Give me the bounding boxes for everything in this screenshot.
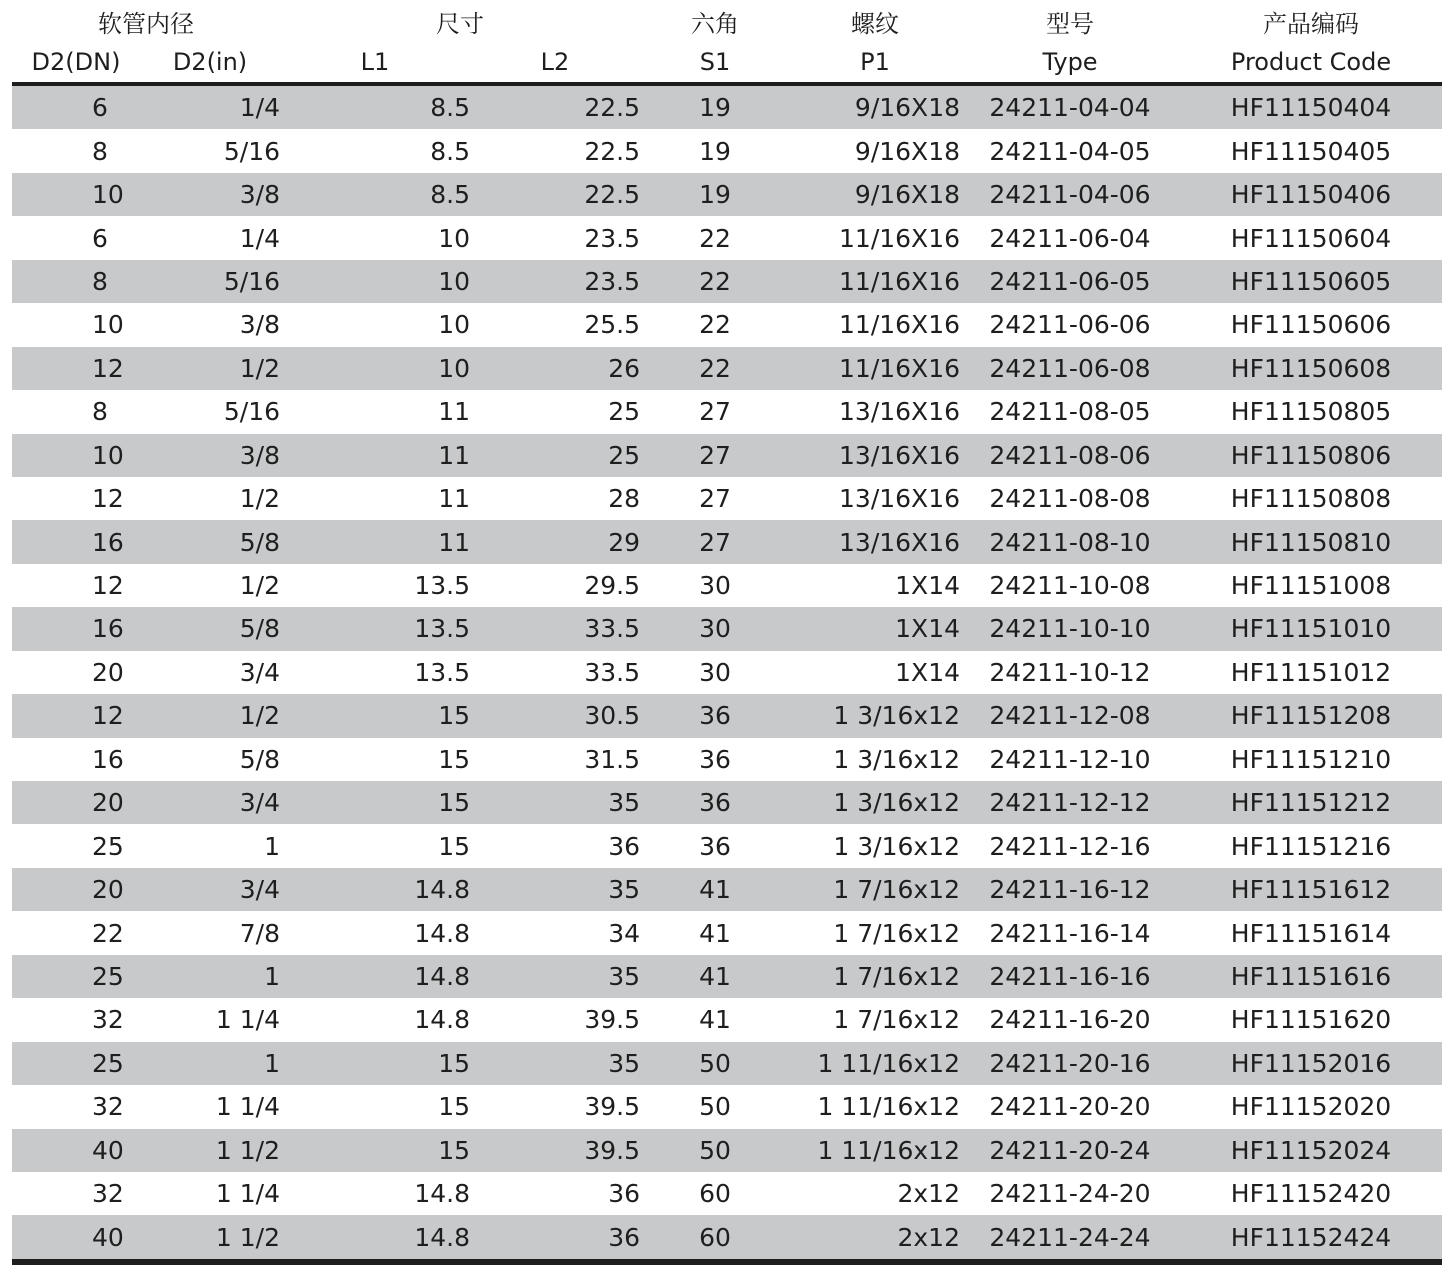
cell-code: HF11150404 bbox=[1180, 84, 1442, 129]
cell-code: HF11151612 bbox=[1180, 868, 1442, 911]
cell-type: 24211-06-04 bbox=[989, 223, 1151, 253]
cell-p1: 1X14 bbox=[790, 607, 960, 650]
cell-l2: 25.5 bbox=[584, 310, 640, 340]
table-row bbox=[12, 564, 1442, 607]
cell-dn: 12 bbox=[12, 347, 140, 390]
cell-type: 24211-16-16 bbox=[960, 955, 1180, 998]
cell-code: HF11150608 bbox=[1180, 347, 1442, 390]
cell-l2: 25 bbox=[470, 434, 640, 477]
col-dn-header: D2(DN) bbox=[12, 42, 140, 84]
cell-l1: 11 bbox=[280, 434, 470, 477]
cell-s1: 50 bbox=[640, 1129, 790, 1172]
cell-dn: 6 bbox=[92, 223, 108, 253]
cell-s1: 19 bbox=[640, 173, 790, 216]
cell-code: HF11151620 bbox=[1230, 1005, 1392, 1035]
cell-l1: 15 bbox=[280, 1042, 470, 1085]
cell-l1: 14.8 bbox=[280, 868, 470, 911]
cell-code: HF11150606 bbox=[1230, 310, 1392, 340]
cell-din: 3/4 bbox=[239, 657, 280, 687]
cell-l2: 34 bbox=[608, 918, 640, 948]
cell-code: HF11151614 bbox=[1230, 918, 1392, 948]
table-row bbox=[12, 173, 1442, 216]
cell-din: 5/16 bbox=[223, 397, 280, 427]
cell-dn: 8 bbox=[12, 260, 140, 303]
cell-l2: 35 bbox=[470, 868, 640, 911]
cell-type: 24211-06-08 bbox=[960, 347, 1180, 390]
cell-s1: 41 bbox=[640, 955, 790, 998]
cell-type: 24211-04-04 bbox=[960, 84, 1180, 129]
cell-p1: 1X14 bbox=[895, 657, 960, 687]
cell-p1: 9/16X18 bbox=[854, 136, 960, 166]
cell-din: 1 bbox=[140, 1042, 280, 1085]
cell-s1: 60 bbox=[699, 1179, 731, 1209]
col-s1-header: S1 bbox=[640, 42, 790, 84]
cell-s1: 22 bbox=[640, 347, 790, 390]
cell-type: 24211-20-20 bbox=[989, 1092, 1151, 1122]
cell-p1: 1 7/16x12 bbox=[790, 868, 960, 911]
spec-table bbox=[12, 0, 1442, 1265]
cell-s1: 30 bbox=[640, 607, 790, 650]
cell-type: 24211-12-12 bbox=[960, 781, 1180, 824]
cell-dn: 20 bbox=[92, 657, 124, 687]
cell-dn: 16 bbox=[12, 520, 140, 563]
cell-s1: 50 bbox=[640, 1042, 790, 1085]
cell-din: 1 1/4 bbox=[215, 1005, 280, 1035]
cell-s1: 50 bbox=[699, 1092, 731, 1122]
cell-p1: 1 11/16x12 bbox=[790, 1042, 960, 1085]
code-cn-heading: 产品编码 bbox=[1263, 9, 1359, 38]
type-cn-heading: 型号 bbox=[1046, 9, 1094, 38]
cell-l1: 10 bbox=[438, 310, 470, 340]
cell-code: HF11151616 bbox=[1180, 955, 1442, 998]
cell-code: HF11150405 bbox=[1230, 136, 1392, 166]
cell-dn: 25 bbox=[12, 955, 140, 998]
col-in-header: D2(in) bbox=[140, 42, 280, 84]
cell-code: HF11152420 bbox=[1230, 1179, 1392, 1209]
cell-l2: 25 bbox=[608, 397, 640, 427]
cell-din: 3/8 bbox=[239, 310, 280, 340]
cell-dn: 12 bbox=[92, 484, 124, 514]
table-row bbox=[12, 216, 1442, 259]
header-column-row bbox=[12, 42, 1442, 84]
cell-l2: 39.5 bbox=[584, 1005, 640, 1035]
cell-din: 5/8 bbox=[239, 744, 280, 774]
cell-dn: 10 bbox=[92, 310, 124, 340]
cell-din: 3/8 bbox=[140, 173, 280, 216]
cell-type: 24211-06-05 bbox=[960, 260, 1180, 303]
cell-p1: 13/16X16 bbox=[839, 397, 960, 427]
cell-p1: 2x12 bbox=[897, 1179, 960, 1209]
cell-type: 24211-10-10 bbox=[960, 607, 1180, 650]
cell-type: 24211-10-12 bbox=[989, 657, 1151, 687]
cell-l1: 8.5 bbox=[280, 84, 470, 129]
cell-l1: 14.8 bbox=[414, 1005, 470, 1035]
table-row bbox=[12, 260, 1442, 303]
cell-s1: 60 bbox=[640, 1215, 790, 1261]
table-row bbox=[12, 1042, 1442, 1085]
table-row bbox=[12, 1129, 1442, 1172]
cell-p1: 9/16X18 bbox=[790, 84, 960, 129]
cell-s1: 36 bbox=[699, 744, 731, 774]
cell-l2: 35 bbox=[470, 955, 640, 998]
cell-dn: 32 bbox=[92, 1005, 124, 1035]
table-row bbox=[12, 955, 1442, 998]
cell-type: 24211-16-14 bbox=[989, 918, 1151, 948]
cell-s1: 27 bbox=[640, 520, 790, 563]
table-row bbox=[12, 1085, 1442, 1128]
cell-l1: 13.5 bbox=[414, 657, 470, 687]
cell-dn: 12 bbox=[92, 571, 124, 601]
cell-type: 24211-12-16 bbox=[989, 831, 1151, 861]
cell-l2: 39.5 bbox=[584, 1092, 640, 1122]
table-row bbox=[12, 911, 1442, 954]
table-row bbox=[12, 129, 1442, 172]
cell-p1: 11/16X16 bbox=[839, 310, 960, 340]
cell-dn: 10 bbox=[12, 173, 140, 216]
cell-dn: 10 bbox=[12, 434, 140, 477]
header-group-row bbox=[12, 0, 1442, 42]
cell-s1: 30 bbox=[699, 657, 731, 687]
cell-din: 1/2 bbox=[140, 694, 280, 737]
cell-dn: 20 bbox=[12, 781, 140, 824]
cell-code: HF11150806 bbox=[1180, 434, 1442, 477]
cell-l1: 15 bbox=[280, 781, 470, 824]
cell-dn: 8 bbox=[92, 136, 108, 166]
cell-din: 1 1/4 bbox=[215, 1179, 280, 1209]
cell-l1: 10 bbox=[280, 260, 470, 303]
cell-type: 24211-08-05 bbox=[989, 397, 1151, 427]
cell-l2: 28 bbox=[608, 484, 640, 514]
col-code-header: Product Code bbox=[1180, 42, 1442, 84]
cell-l1: 11 bbox=[438, 484, 470, 514]
cell-p1: 11/16X16 bbox=[790, 260, 960, 303]
cell-code: HF11150810 bbox=[1180, 520, 1442, 563]
cell-l2: 26 bbox=[470, 347, 640, 390]
cell-l2: 39.5 bbox=[470, 1129, 640, 1172]
cell-p1: 13/16X16 bbox=[790, 434, 960, 477]
cell-p1: 13/16X16 bbox=[790, 520, 960, 563]
cell-p1: 1 3/16x12 bbox=[790, 694, 960, 737]
table-row bbox=[12, 84, 1442, 129]
cell-dn: 32 bbox=[92, 1179, 124, 1209]
cell-s1: 41 bbox=[699, 918, 731, 948]
cell-type: 24211-08-06 bbox=[960, 434, 1180, 477]
cell-din: 1/2 bbox=[239, 484, 280, 514]
cell-p1: 2x12 bbox=[790, 1215, 960, 1261]
cell-din: 1/4 bbox=[239, 223, 280, 253]
cell-din: 3/8 bbox=[140, 434, 280, 477]
cell-code: HF11150605 bbox=[1180, 260, 1442, 303]
cell-type: 24211-10-08 bbox=[989, 571, 1151, 601]
cell-p1: 1 7/16x12 bbox=[833, 918, 960, 948]
hose-id-heading: 软管内径 bbox=[98, 9, 194, 38]
cell-type: 24211-20-16 bbox=[960, 1042, 1180, 1085]
cell-p1: 1 11/16x12 bbox=[790, 1129, 960, 1172]
cell-code: HF11152016 bbox=[1180, 1042, 1442, 1085]
cell-din: 3/4 bbox=[140, 781, 280, 824]
cell-l1: 14.8 bbox=[414, 918, 470, 948]
cell-dn: 6 bbox=[12, 84, 140, 129]
cell-code: HF11151012 bbox=[1230, 657, 1392, 687]
cell-s1: 30 bbox=[699, 571, 731, 601]
cell-l1: 10 bbox=[280, 347, 470, 390]
cell-code: HF11151008 bbox=[1230, 571, 1392, 601]
cell-l1: 15 bbox=[438, 831, 470, 861]
cell-l2: 35 bbox=[470, 781, 640, 824]
cell-l2: 22.5 bbox=[470, 84, 640, 129]
table-row bbox=[12, 738, 1442, 781]
col-p1-header: P1 bbox=[790, 42, 960, 84]
cell-l2: 29 bbox=[470, 520, 640, 563]
cell-l1: 8.5 bbox=[280, 173, 470, 216]
cell-type: 24211-24-20 bbox=[989, 1179, 1151, 1209]
cell-dn: 40 bbox=[12, 1215, 140, 1261]
cell-code: HF11150604 bbox=[1230, 223, 1392, 253]
cell-type: 24211-08-08 bbox=[989, 484, 1151, 514]
cell-type: 24211-04-05 bbox=[989, 136, 1151, 166]
cell-p1: 11/16X16 bbox=[839, 223, 960, 253]
cell-din: 1 1/2 bbox=[140, 1129, 280, 1172]
cell-din: 1 bbox=[264, 831, 280, 861]
cell-s1: 36 bbox=[699, 831, 731, 861]
cell-l2: 22.5 bbox=[584, 136, 640, 166]
cell-type: 24211-04-06 bbox=[960, 173, 1180, 216]
cell-l2: 35 bbox=[470, 1042, 640, 1085]
table-row bbox=[12, 868, 1442, 911]
cell-l2: 29.5 bbox=[584, 571, 640, 601]
cell-type: 24211-12-10 bbox=[989, 744, 1151, 774]
table-row bbox=[12, 303, 1442, 346]
cell-p1: 1 7/16x12 bbox=[790, 955, 960, 998]
cell-s1: 36 bbox=[640, 781, 790, 824]
cell-l1: 15 bbox=[438, 744, 470, 774]
hex-heading: 六角 bbox=[691, 9, 739, 38]
cell-s1: 22 bbox=[699, 310, 731, 340]
cell-p1: 11/16X16 bbox=[790, 347, 960, 390]
cell-l2: 33.5 bbox=[584, 657, 640, 687]
cell-code: HF11152424 bbox=[1180, 1215, 1442, 1261]
cell-dn: 16 bbox=[92, 744, 124, 774]
cell-type: 24211-06-06 bbox=[989, 310, 1151, 340]
table-row bbox=[12, 998, 1442, 1041]
cell-din: 1/2 bbox=[239, 571, 280, 601]
cell-l2: 36 bbox=[470, 1215, 640, 1261]
col-l1-header: L1 bbox=[280, 42, 470, 84]
cell-code: HF11150805 bbox=[1230, 397, 1392, 427]
cell-l2: 31.5 bbox=[584, 744, 640, 774]
cell-p1: 1 11/16x12 bbox=[817, 1092, 960, 1122]
cell-s1: 41 bbox=[699, 1005, 731, 1035]
cell-s1: 19 bbox=[699, 136, 731, 166]
cell-dn: 25 bbox=[12, 1042, 140, 1085]
cell-l2: 23.5 bbox=[584, 223, 640, 253]
cell-din: 7/8 bbox=[239, 918, 280, 948]
cell-s1: 36 bbox=[640, 694, 790, 737]
cell-din: 5/8 bbox=[140, 520, 280, 563]
cell-code: HF11151216 bbox=[1230, 831, 1392, 861]
cell-din: 1 bbox=[140, 955, 280, 998]
cell-dn: 8 bbox=[92, 397, 108, 427]
cell-l2: 36 bbox=[608, 831, 640, 861]
cell-din: 5/16 bbox=[223, 136, 280, 166]
col-type-header: Type bbox=[960, 42, 1180, 84]
cell-l1: 15 bbox=[438, 1092, 470, 1122]
table-header bbox=[12, 0, 1442, 84]
cell-code: HF11152020 bbox=[1230, 1092, 1392, 1122]
cell-code: HF11151210 bbox=[1230, 744, 1392, 774]
cell-p1: 13/16X16 bbox=[839, 484, 960, 514]
cell-p1: 1 3/16x12 bbox=[790, 781, 960, 824]
cell-l2: 33.5 bbox=[470, 607, 640, 650]
table-row bbox=[12, 434, 1442, 477]
cell-p1: 9/16X18 bbox=[790, 173, 960, 216]
cell-l1: 15 bbox=[280, 1129, 470, 1172]
cell-l1: 11 bbox=[280, 520, 470, 563]
cell-l2: 22.5 bbox=[470, 173, 640, 216]
cell-code: HF11150406 bbox=[1180, 173, 1442, 216]
cell-s1: 27 bbox=[640, 434, 790, 477]
cell-p1: 1 3/16x12 bbox=[833, 744, 960, 774]
cell-p1: 1X14 bbox=[895, 571, 960, 601]
table-row bbox=[12, 347, 1442, 390]
cell-din: 1 1/4 bbox=[215, 1092, 280, 1122]
cell-type: 24211-24-24 bbox=[960, 1215, 1180, 1261]
table-row bbox=[12, 607, 1442, 650]
cell-code: HF11152024 bbox=[1180, 1129, 1442, 1172]
thread-heading: 螺纹 bbox=[851, 9, 899, 38]
cell-p1: 1 7/16x12 bbox=[833, 1005, 960, 1035]
cell-type: 24211-12-08 bbox=[960, 694, 1180, 737]
cell-dn: 40 bbox=[12, 1129, 140, 1172]
cell-s1: 19 bbox=[640, 84, 790, 129]
table-row bbox=[12, 651, 1442, 694]
table-row bbox=[12, 1172, 1442, 1215]
cell-s1: 27 bbox=[699, 397, 731, 427]
cell-l1: 15 bbox=[280, 694, 470, 737]
table-row bbox=[12, 1215, 1442, 1261]
table-row bbox=[12, 477, 1442, 520]
table-row bbox=[12, 781, 1442, 824]
cell-din: 5/16 bbox=[140, 260, 280, 303]
cell-s1: 41 bbox=[640, 868, 790, 911]
cell-code: HF11151212 bbox=[1180, 781, 1442, 824]
cell-type: 24211-20-24 bbox=[960, 1129, 1180, 1172]
cell-din: 3/4 bbox=[140, 868, 280, 911]
table-row bbox=[12, 390, 1442, 433]
cell-l1: 13.5 bbox=[414, 571, 470, 601]
cell-code: HF11151208 bbox=[1180, 694, 1442, 737]
cell-l2: 36 bbox=[608, 1179, 640, 1209]
cell-dn: 12 bbox=[12, 694, 140, 737]
cell-din: 5/8 bbox=[140, 607, 280, 650]
cell-s1: 22 bbox=[699, 223, 731, 253]
cell-l1: 13.5 bbox=[280, 607, 470, 650]
cell-dn: 22 bbox=[92, 918, 124, 948]
cell-dn: 20 bbox=[12, 868, 140, 911]
cell-l1: 14.8 bbox=[280, 955, 470, 998]
cell-dn: 32 bbox=[92, 1092, 124, 1122]
cell-l2: 30.5 bbox=[470, 694, 640, 737]
cell-din: 1/2 bbox=[140, 347, 280, 390]
cell-din: 1 1/2 bbox=[140, 1215, 280, 1261]
col-l2-header: L2 bbox=[470, 42, 640, 84]
cell-p1: 1 3/16x12 bbox=[833, 831, 960, 861]
cell-l1: 14.8 bbox=[414, 1179, 470, 1209]
cell-l1: 11 bbox=[438, 397, 470, 427]
cell-l1: 10 bbox=[438, 223, 470, 253]
cell-l1: 8.5 bbox=[430, 136, 470, 166]
cell-s1: 27 bbox=[699, 484, 731, 514]
cell-type: 24211-08-10 bbox=[960, 520, 1180, 563]
cell-din: 1/4 bbox=[140, 84, 280, 129]
cell-code: HF11151010 bbox=[1180, 607, 1442, 650]
cell-l1: 14.8 bbox=[280, 1215, 470, 1261]
cell-code: HF11150808 bbox=[1230, 484, 1392, 514]
cell-dn: 16 bbox=[12, 607, 140, 650]
size-heading: 尺寸 bbox=[436, 9, 484, 38]
cell-l2: 23.5 bbox=[470, 260, 640, 303]
cell-dn: 25 bbox=[92, 831, 124, 861]
cell-s1: 22 bbox=[640, 260, 790, 303]
table-row bbox=[12, 824, 1442, 867]
cell-type: 24211-16-12 bbox=[960, 868, 1180, 911]
table-row bbox=[12, 520, 1442, 563]
cell-type: 24211-16-20 bbox=[989, 1005, 1151, 1035]
table-row bbox=[12, 694, 1442, 737]
table-body bbox=[12, 84, 1442, 1262]
